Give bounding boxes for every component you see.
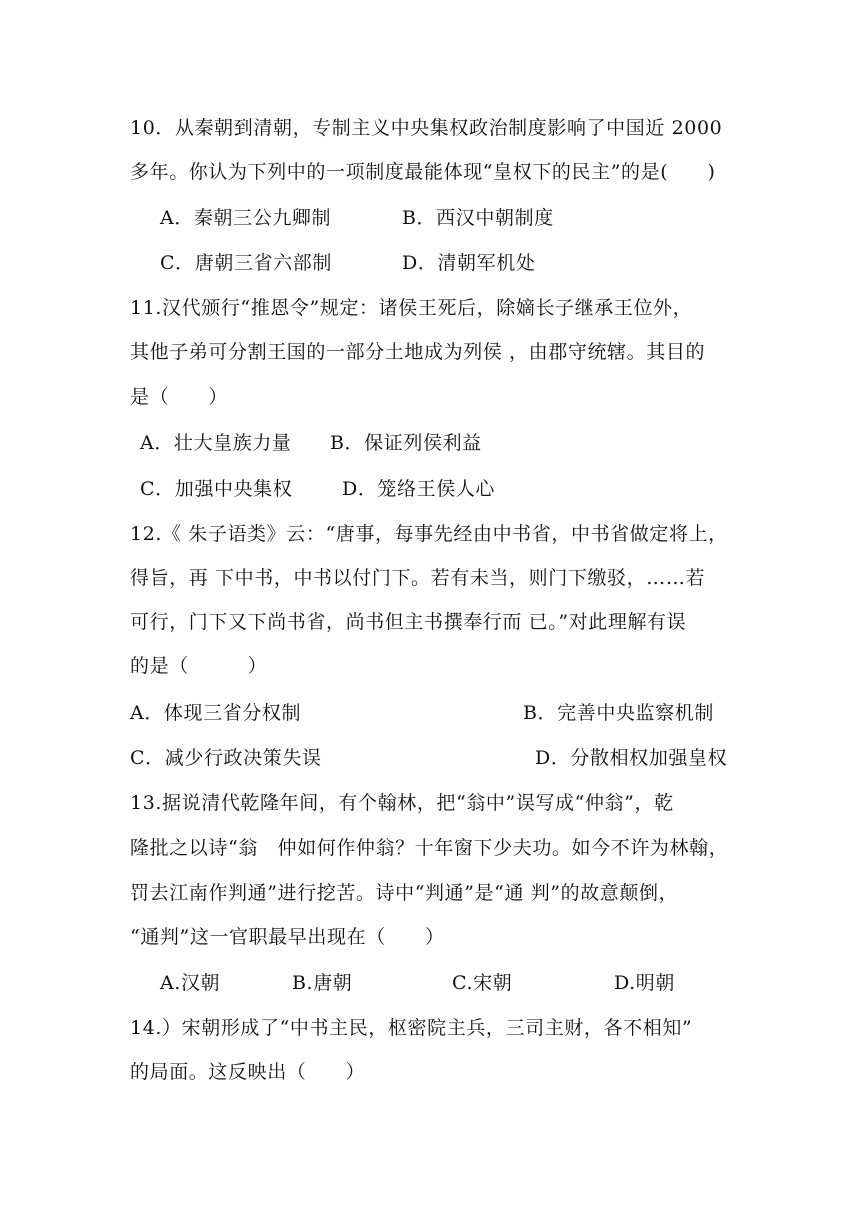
q12-line-4: 的是（ ） [130, 655, 268, 677]
q13-option-b: B.唐朝 [292, 972, 353, 994]
q10-line-1: 10．从秦朝到清朝，专制主义中央集权政治制度影响了中国近 2000 [130, 117, 723, 139]
q14-line-2: 的局面。这反映出（ ） [130, 1061, 366, 1083]
q12-line-2: 得旨，再 下中书，中书以付门下。若有未当，则门下缴驳，……若 [130, 567, 706, 589]
q10-option-b: B．西汉中朝制度 [402, 207, 554, 229]
q14-line-1: 14.）宋朝形成了“中书主民，枢密院主兵，三司主财，各不相知” [130, 1017, 693, 1039]
q13-line-1: 13.据说清代乾隆年间，有个翰林，把“翁中”误写成“仲翁”，乾 [130, 792, 674, 814]
q11-line-1: 11.汉代颁行“推恩令”规定：诸侯王死后，除嫡长子继承王位外， [130, 297, 693, 319]
q11-line-3: 是（ ） [130, 386, 229, 408]
q11-option-b: B．保证列侯利益 [330, 432, 482, 454]
q12-option-a: A．体现三省分权制 [130, 702, 302, 724]
q13-line-4: “通判”这一官职最早出现在（ ） [130, 926, 445, 948]
q10-option-c: C．唐朝三省六部制 [160, 252, 332, 274]
q12-option-b: B．完善中央监察机制 [523, 702, 714, 724]
q11-option-d: D．笼络王侯人心 [342, 478, 496, 500]
q13-line-3: 罚去江南作判通”进行挖苦。诗中“判通”是“通 判”的故意颠倒， [130, 882, 679, 904]
q12-option-d: D．分散相权加强皇权 [535, 747, 728, 769]
q10-line-2: 多年。你认为下列中的一项制度最能体现“皇权下的民主”的是( ) [130, 161, 716, 183]
q13-option-a: A.汉朝 [160, 972, 221, 994]
q10-option-d: D．清朝军机处 [402, 252, 536, 274]
q13-option-c: C.宋朝 [452, 972, 513, 994]
q12-line-1: 12.《 朱子语类》云：“唐事，每事先经由中书省，中书省做定将上， [130, 523, 728, 545]
q11-line-2: 其他子弟可分割王国的一部分土地成为列侯 ，由郡守统辖。其目的 [130, 341, 706, 363]
q12-line-3: 可行，门下又下尚书省，尚书但主书撰奉行而 已。”对此理解有误 [130, 611, 687, 633]
q13-option-d: D.明朝 [614, 972, 675, 994]
q13-line-2: 隆批之以诗“翁 仲如何作仲翁？十年窗下少夫功。如今不许为林翰， [130, 837, 729, 859]
q12-option-c: C．减少行政决策失误 [130, 747, 322, 769]
q10-option-a: A．秦朝三公九卿制 [160, 207, 332, 229]
q11-option-c: C．加强中央集权 [140, 478, 293, 500]
q11-option-a: A．壮大皇族力量 [140, 432, 292, 454]
